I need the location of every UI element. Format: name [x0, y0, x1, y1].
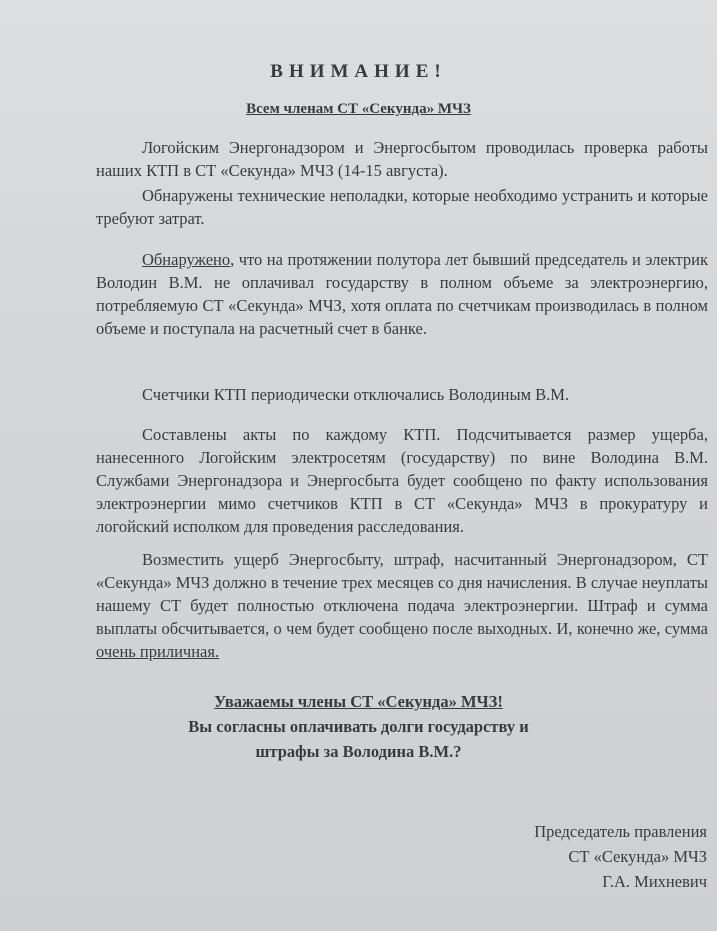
paragraph-acts [96, 423, 708, 538]
signature-name: Г.А. Михневич [602, 872, 707, 891]
signature-position: Председатель правления [534, 822, 707, 841]
paragraph-faults-text: Обнаружены технические неполадки, которые необходимо устранить и которые требуют затрат. [96, 186, 708, 228]
paragraph-compensation [96, 548, 708, 663]
signature-organization: СТ «Секунда» МЧЗ [568, 847, 707, 866]
appeal-line-1: Уважаемы члены СТ «Секунда» МЧЗ! [214, 692, 503, 711]
paragraph-compensation-text: Возместить ущерб Энергосбыту, штраф, насчитанный Энергонадзором, СТ «Секунда» МЧЗ должно в течение трех месяцев со дня начисления. В случае неуплаты нашему СТ будет полностью отключена подача электроэнергии. Штраф и сумма выплаты обсчитывается, о чем будет сообщено после выходных. И, конечно же, сумма [96, 550, 708, 638]
paragraph-inspection [96, 136, 708, 182]
paragraph-discovered-text: , что на протяжении полутора лет бывший председатель и электрик Володин В.М. не оплачивал государству в полном объеме за электроэнергию, потребляемую СТ «Секунда» МЧЗ, хотя оплата по счетчикам производилась в полном объеме и поступала на расчетный счет в банке. [96, 250, 708, 338]
paragraph-meters-text: Счетчики КТП периодически отключались Володиным В.М. [142, 385, 570, 404]
paragraph-discovered [96, 248, 708, 340]
paragraph-acts-text: Составлены акты по каждому КТП. Подсчитывается размер ущерба, нанесенного Логойским электросетям (государству) по вине Володина В.М. Службами Энергонадзора и Энергосбыта будет сообщено по факту использования электроэнергии мимо счетчиков КТП в СТ «Секунда» МЧЗ в прокуратуру и логойский исполком для проведения расследования. [96, 425, 708, 536]
appeal-line-3: штрафы за Володина В.М.? [255, 742, 462, 761]
paragraph-discovered-underlined: Обнаружено [142, 250, 231, 269]
appeal-line-2: Вы согласны оплачивать долги государству и [188, 717, 529, 736]
paragraph-faults [96, 184, 708, 230]
notice-title: ВНИМАНИЕ! [270, 61, 447, 82]
paragraph-compensation-underlined: очень приличная. [96, 642, 220, 661]
notice-subtitle: Всем членам СТ «Секунда» МЧЗ [246, 101, 471, 117]
paragraph-inspection-text: Логойским Энергонадзором и Энергосбытом проводилась проверка работы наших КТП в СТ «Секунда» МЧЗ (14-15 августа). [96, 138, 708, 180]
paragraph-meters [96, 383, 708, 406]
